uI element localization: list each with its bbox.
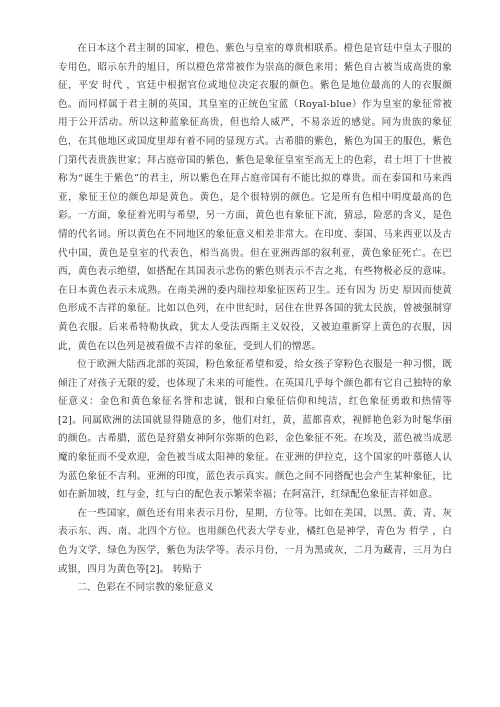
paragraph-europe-colors: 位于欧洲大陆西北部的英国，粉色象征希望和爱，给女孩子穿粉色衣服是一种习惯，既倾注了对孩子无限的爱，也体现了未来的可能性。在英国几乎每个颜色都有它自己独特的象征意义：金色和黄色象征名誉和忠诚，银和白象征信仰和纯洁，红色象征勇敢和热情等[2]。同属欧洲的法国就显得随意的多，他们对红，黄，蓝都喜欢，视鲜艳色彩为时髦华丽的颜色。古希腊，蓝色是狩猎女神阿尔弥斯的色彩，金色象征不死。在埃及，蓝色被当成恶魔的象征而不受欢迎，金色被当成太阳神的象征。在亚洲的伊拉克，这个国家的叶慕德人认为蓝色象征不吉利。亚洲的印度，蓝色表示真实。颜色之间不同搭配也会产生某种象征，比如在新加坡，红与金，红与白的配色表示繁荣幸福；在阿富汗，红绿配色象征吉祥如意。 [58, 359, 452, 501]
section-heading: 二、色彩在不同宗教的象征意义 [77, 582, 214, 594]
paragraph-directions-months: 在一些国家，颜色还有用来表示月份，星期，方位等。比如在美国，以黑、黄、青、灰表示东、西、南、北四个方位。也用颜色代表大学专业，橘红色是神学，青色为 哲学 ，白色为文学，绿色为医学，紫色为法学等。表示月份，一月为黑或灰，二月为藏青，三月为白或银，四月为黄色等[2]。 转贴于 [58, 507, 452, 575]
paragraph-royal-colors: 在日本这个君主制的国家，橙色、紫色与皇室的尊贵相联系。橙色是官廷中皇太子服的专用色，昭示东升的旭日，所以橙色常常被作为崇高的颜色来用；紫色自古被当成高贵的象征，平安 时代 ，官廷中根据官位或地位决定衣服的颜色。紫色是地位最高的人的衣服颜色。而同样属于君主制的英国，其皇室的正统色宝蓝（Royal-blue）作为皇室的象征常被用于公开活动。所以这种蓝象征高贵，但也给人威严，不易亲近的感觉。同为贵族的象征色，在其他地区或国度里却有着不同的显现方式。古希腊的紫色，紫色为国王的服色，紫色门第代表贵族世家；拜占庭帝国的紫色，紫色是象征皇室至高无上的色彩，君士坦丁十世被称为“诞生于紫色”的君主，所以紫色在拜占庭帝国有不能比拟的尊贵。而在泰国和马来西亚，象征王位的颜色却是黄色。黄色，是个很特别的颜色。它是所有色相中明度最高的色彩。一方面，象征着光明与希望，另一方面，黄色也有象征下流，猜忌，险恶的含义，是色情的代名词。所以黄色在不同地区的象征意义相差非常大。在印度、泰国、马来西亚以及古代中国，黄色是皇室的代表色，相当高贵。但在亚洲西部的叙利亚，黄色象征死亡。在巴西，黄色表示绝望，如搭配在其国表示悲伤的紫色则表示不吉之兆，有些物极必反的意味。在日本黄色表示未成熟。在南美洲的委内瑞拉却象征医药卫生。还有因为 历史 原因而使黄色形成不吉祥的象征。比如以色列，在中世纪时，居住在世界各国的犹太民族，曾被强制穿黄色衣服。后来希特勒执政，犹太人受法西斯主义奴役，又被迫重新穿上黄色的衣服，因此，黄色在以色列是被看做不吉祥的象征，受到人们的憎恶。 [58, 43, 452, 352]
